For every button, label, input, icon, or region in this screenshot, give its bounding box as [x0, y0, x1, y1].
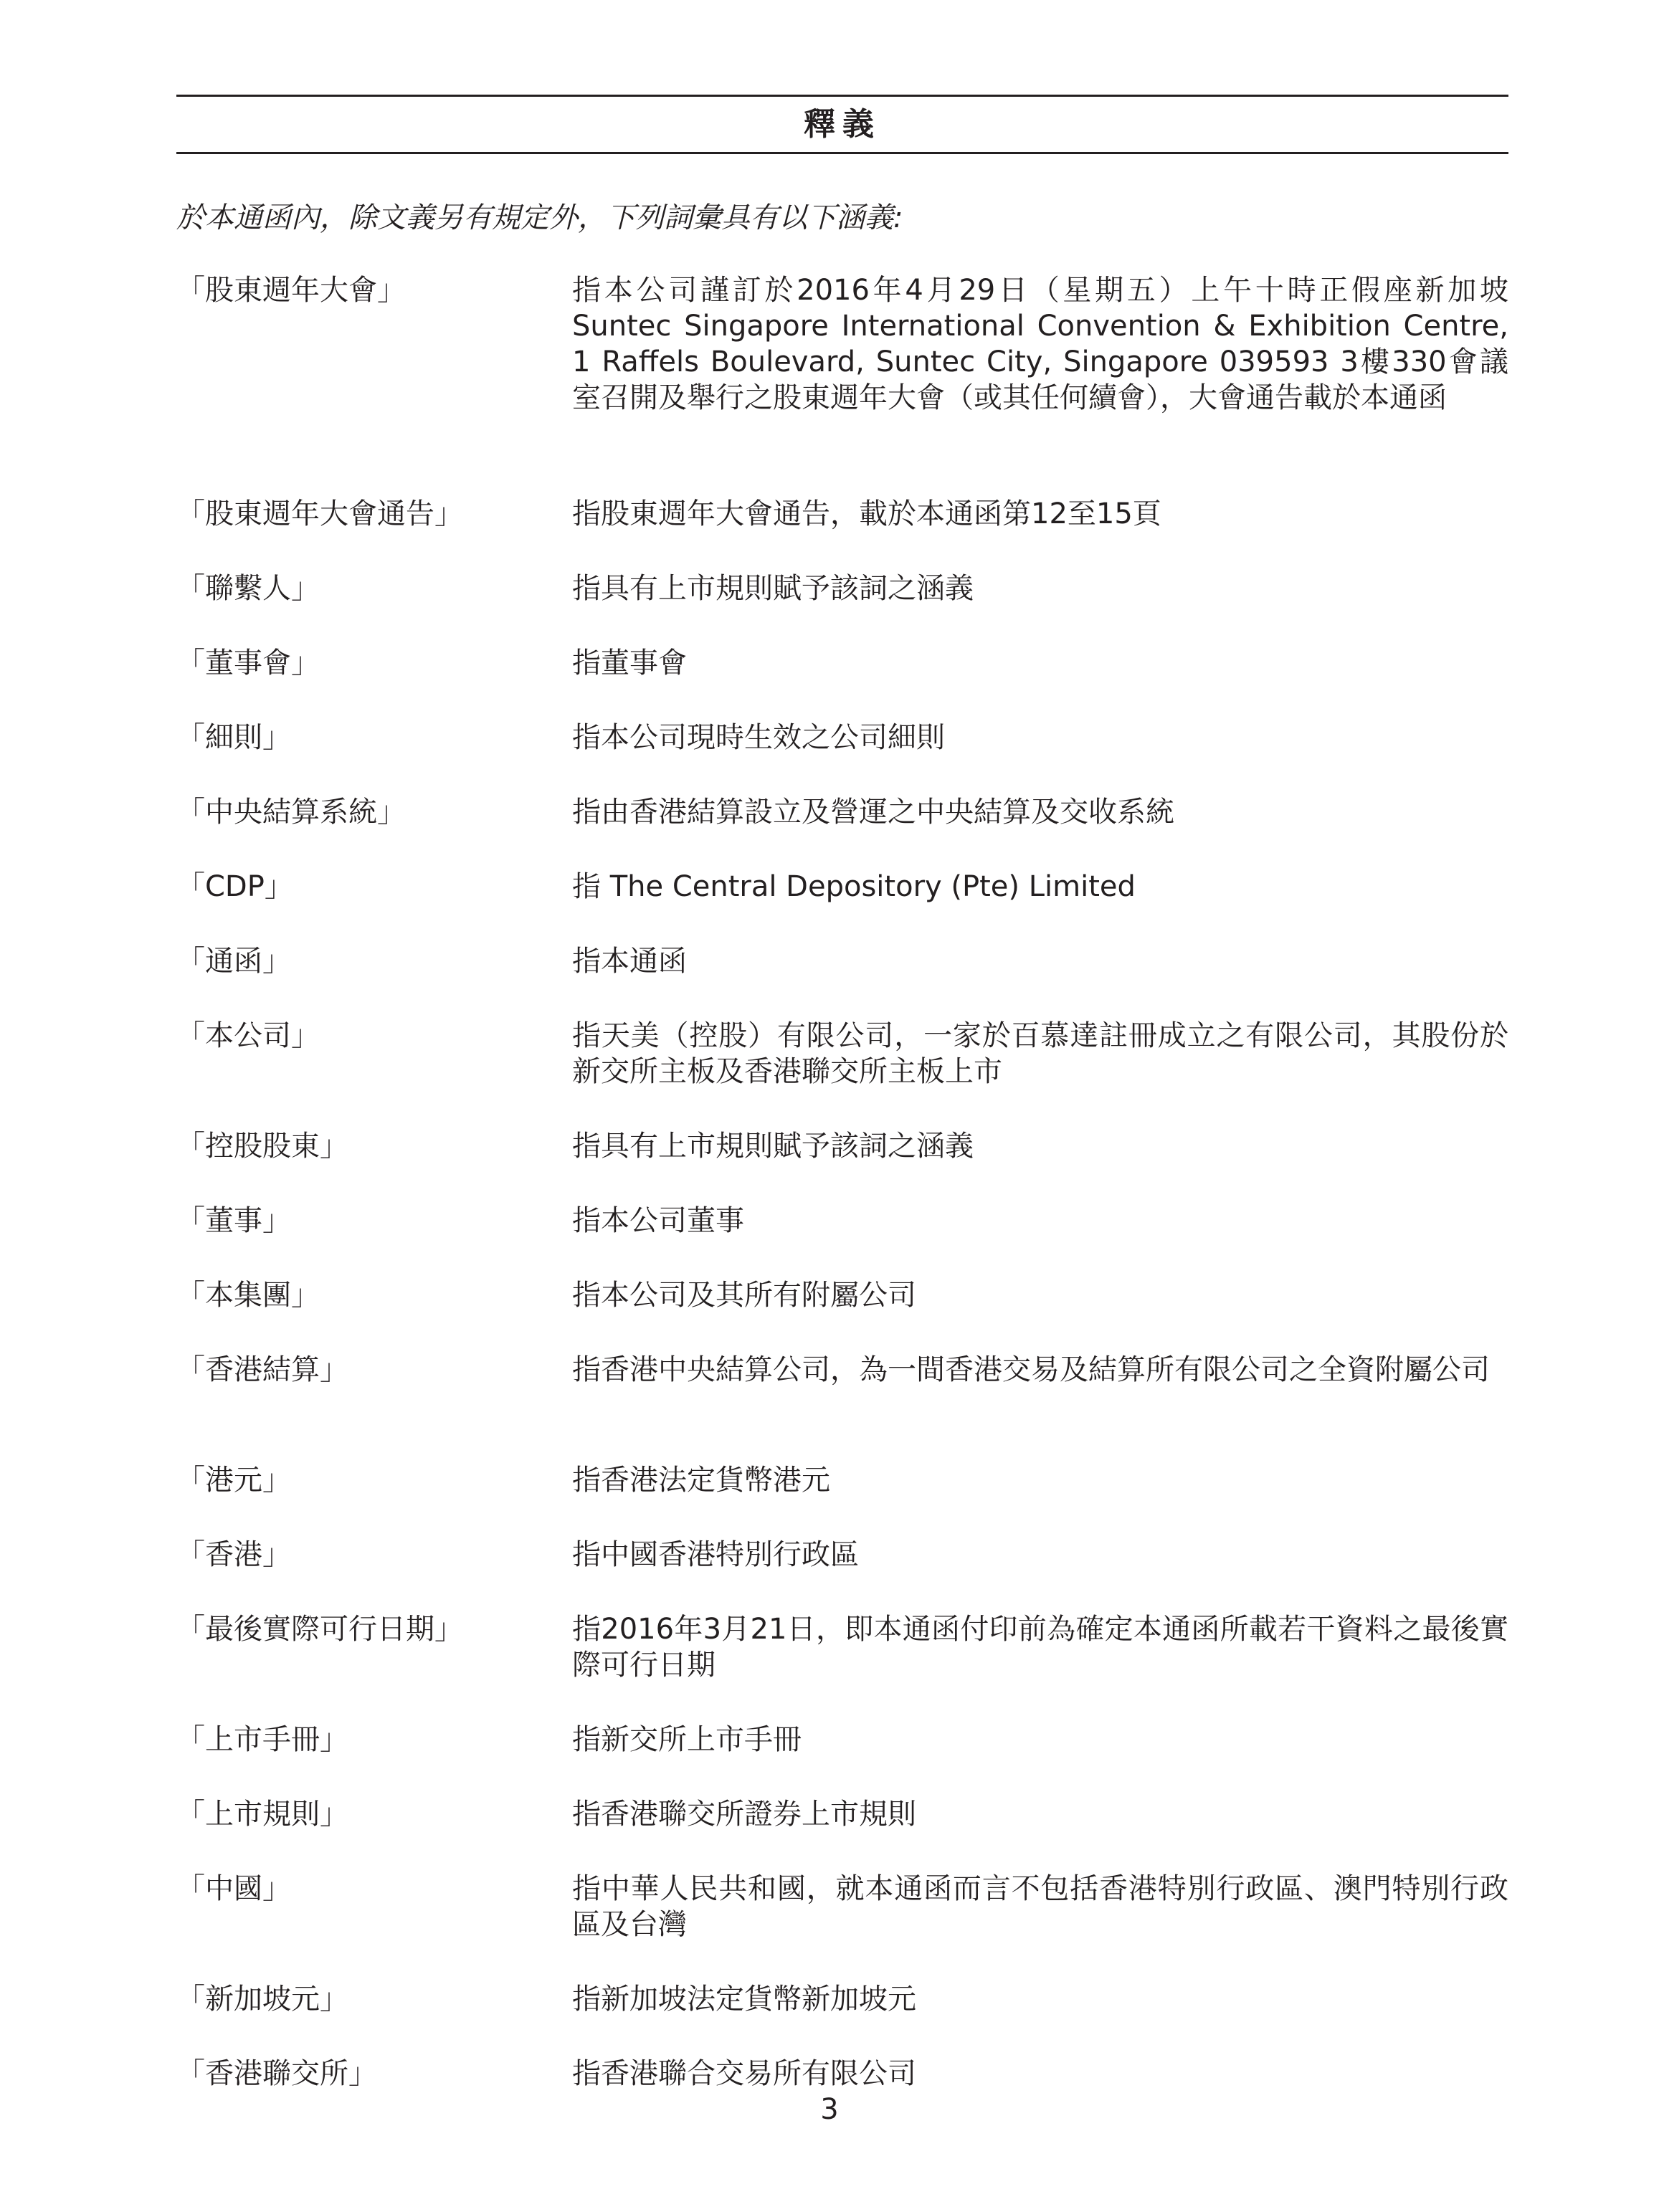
- definition-text: 指香港中央結算公司，為一間香港交易及結算所有限公司之全資附屬公司: [572, 1353, 1490, 1386]
- definition-term: 「董事會」: [176, 647, 320, 680]
- definition-term: 「控股股東」: [176, 1130, 348, 1163]
- definition-term: 「股東週年大會通告」: [176, 497, 463, 530]
- definition-text: 指香港聯合交易所有限公司: [572, 2057, 916, 2090]
- header-rule-top: [176, 95, 1508, 97]
- definition-text: 指新交所上市手冊: [572, 1723, 802, 1756]
- definition-term: 「中央結算系統」: [176, 796, 406, 829]
- definition-term: 「本集團」: [176, 1279, 320, 1312]
- definition-term: 「上市規則」: [176, 1798, 348, 1831]
- definition-text: 指中華人民共和國，就本通函而言不包括香港特別行政區、澳門特別行政區及台灣: [572, 1872, 1508, 1941]
- page-number: 3: [820, 2093, 839, 2126]
- definition-term: 「股東週年大會」: [176, 274, 406, 307]
- definition-text: 指中國香港特別行政區: [572, 1538, 859, 1571]
- intro-text: 於本通函內，除文義另有規定外，下列詞彙具有以下涵義:: [176, 201, 903, 234]
- definition-text: 指 The Central Depository (Pte) Limited: [572, 870, 1136, 903]
- definition-text: 指本通函: [572, 945, 687, 978]
- definition-text: 指股東週年大會通告，載於本通函第12至15頁: [572, 497, 1161, 530]
- definition-text: 指本公司謹訂於2016年4月29日（星期五）上午十時正假座新加坡 Suntec Singapore International Convention & Exhibition Centre, 1 Raffels Boulevard, Suntec City, Singapore 039593 3樓330會議室召開及舉行之股東週年大會（或其任何續會），大會通告載於本通函: [572, 274, 1508, 414]
- definition-term: 「新加坡元」: [176, 1983, 348, 2016]
- definition-term: 「上市手冊」: [176, 1723, 348, 1756]
- definition-term: 「香港結算」: [176, 1353, 348, 1386]
- definition-text: 指新加坡法定貨幣新加坡元: [572, 1983, 916, 2016]
- definition-text: 指2016年3月21日，即本通函付印前為確定本通函所載若干資料之最後實際可行日期: [572, 1613, 1508, 1682]
- definition-term: 「本公司」: [176, 1019, 320, 1052]
- definition-text: 指香港法定貨幣港元: [572, 1464, 830, 1497]
- definition-text: 指本公司及其所有附屬公司: [572, 1279, 916, 1312]
- definition-text: 指香港聯交所證券上市規則: [572, 1798, 916, 1831]
- definition-text: 指具有上市規則賦予該詞之涵義: [572, 1130, 974, 1163]
- definition-term: 「香港」: [176, 1538, 291, 1571]
- definition-term: 「CDP」: [176, 870, 293, 903]
- definition-text: 指具有上市規則賦予該詞之涵義: [572, 572, 974, 605]
- definition-term: 「港元」: [176, 1464, 291, 1497]
- definition-term: 「聯繫人」: [176, 572, 320, 605]
- page-title: 釋義: [804, 106, 881, 143]
- definition-term: 「最後實際可行日期」: [176, 1613, 463, 1646]
- definition-text: 指由香港結算設立及營運之中央結算及交收系統: [572, 796, 1174, 829]
- definition-text: 指本公司董事: [572, 1204, 744, 1237]
- definition-text: 指董事會: [572, 647, 687, 680]
- definition-text: 指天美（控股）有限公司，一家於百慕達註冊成立之有限公司，其股份於新交所主板及香港聯交所主板上市: [572, 1019, 1508, 1088]
- definition-term: 「細則」: [176, 721, 291, 754]
- definition-text: 指本公司現時生效之公司細則: [572, 721, 945, 754]
- definition-term: 「董事」: [176, 1204, 291, 1237]
- header-rule-bottom: [176, 152, 1508, 154]
- definition-term: 「通函」: [176, 945, 291, 978]
- definition-term: 「中國」: [176, 1872, 291, 1905]
- definition-term: 「香港聯交所」: [176, 2057, 377, 2090]
